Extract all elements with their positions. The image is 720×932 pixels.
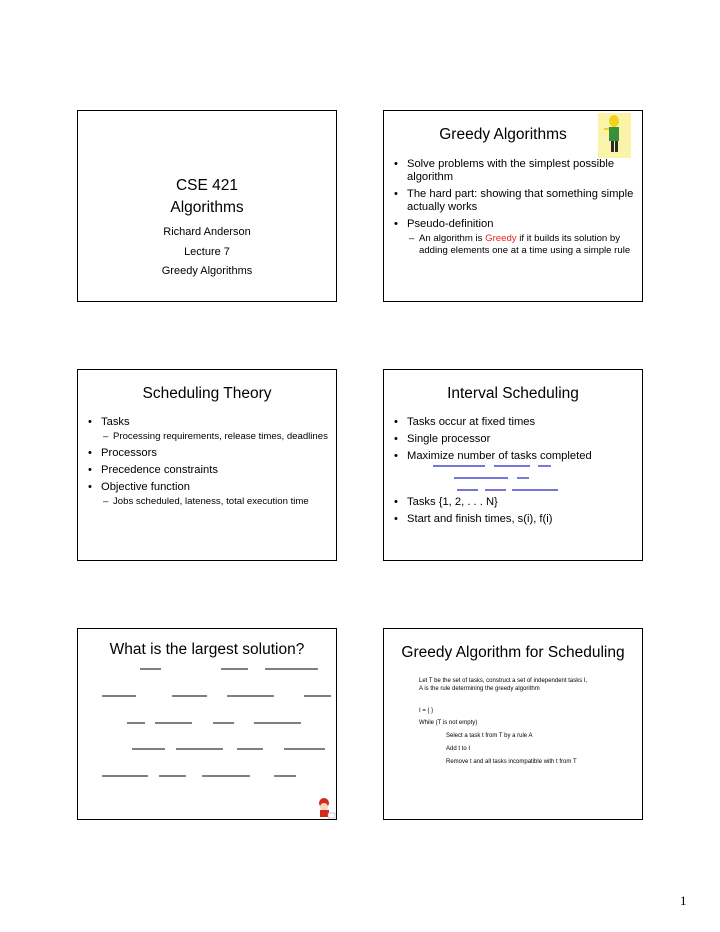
sub-bullet-requirements: – Processing requirements, release times, deadlines: [87, 431, 333, 443]
sub-bullet-objectives: – Jobs scheduled, lateness, total execution time: [87, 496, 333, 508]
slide-title: What is the largest solution?: [109, 641, 305, 658]
bullet-tasks: • Tasks: [87, 416, 333, 429]
course-code: CSE 421: [175, 177, 239, 194]
page-number: 1: [680, 893, 687, 908]
slide-greedy-algorithms: [383, 110, 643, 302]
bullet-maximize: • Maximize number of tasks completed: [393, 450, 639, 463]
slide-title: Interval Scheduling: [447, 385, 579, 402]
text-line: Select a task t from T by a rule A: [446, 733, 533, 739]
slide-interval-scheduling: [383, 369, 643, 561]
lecture-topic: Greedy Algorithms: [161, 265, 253, 277]
bullet-task-set: • Tasks {1, 2, . . . N}: [393, 496, 639, 509]
greedy-word: Greedy: [485, 233, 517, 244]
author: Richard Anderson: [163, 226, 251, 238]
slide-title: Scheduling Theory: [142, 385, 272, 402]
character-icon: [598, 113, 631, 158]
interval-diagram: [384, 370, 642, 560]
text-line: Add t to I: [446, 746, 471, 752]
slide-largest-solution: [77, 628, 337, 820]
bullet-pseudo-def: • Pseudo-definition: [393, 218, 639, 231]
slide-scheduling-theory: [77, 369, 337, 561]
text-line: A is the rule determining the greedy algorithm: [419, 686, 540, 692]
bullet-precedence: • Precedence constraints: [87, 464, 333, 477]
bullet-start-finish: • Start and finish times, s(i), f(i): [393, 513, 639, 526]
text-line: Remove t and all tasks incompatible with t from T: [446, 759, 577, 765]
bullet-fixed-times: • Tasks occur at fixed times: [393, 416, 639, 429]
sub-bullet-definition: – An algorithm is Greedy if it builds its solution by adding elements one at a time using a simple rule: [393, 233, 639, 256]
bullet-single-processor: • Single processor: [393, 433, 639, 446]
slide-title: [77, 110, 337, 302]
text-line: Let T be the set of tasks, construct a set of independent tasks I,: [419, 678, 588, 684]
bullet-processors: • Processors: [87, 447, 333, 460]
slide-greedy-for-scheduling: [383, 628, 643, 820]
bullet-hard-part: • The hard part: showing that something simple actually works: [393, 188, 639, 214]
course-name: Algorithms: [170, 199, 244, 216]
slide-title: Greedy Algorithms: [439, 126, 567, 143]
interval-puzzle: [78, 629, 336, 819]
text-line: While (T is not empty): [419, 720, 478, 726]
text-line: I = { }: [419, 708, 434, 714]
bullet-objective: • Objective function: [87, 481, 333, 494]
bullet-simplest: • Solve problems with the simplest possible algorithm: [393, 158, 639, 184]
mascot-icon: [314, 797, 336, 819]
slide-title: Greedy Algorithm for Scheduling: [401, 644, 625, 661]
lecture-number: Lecture 7: [184, 245, 230, 258]
